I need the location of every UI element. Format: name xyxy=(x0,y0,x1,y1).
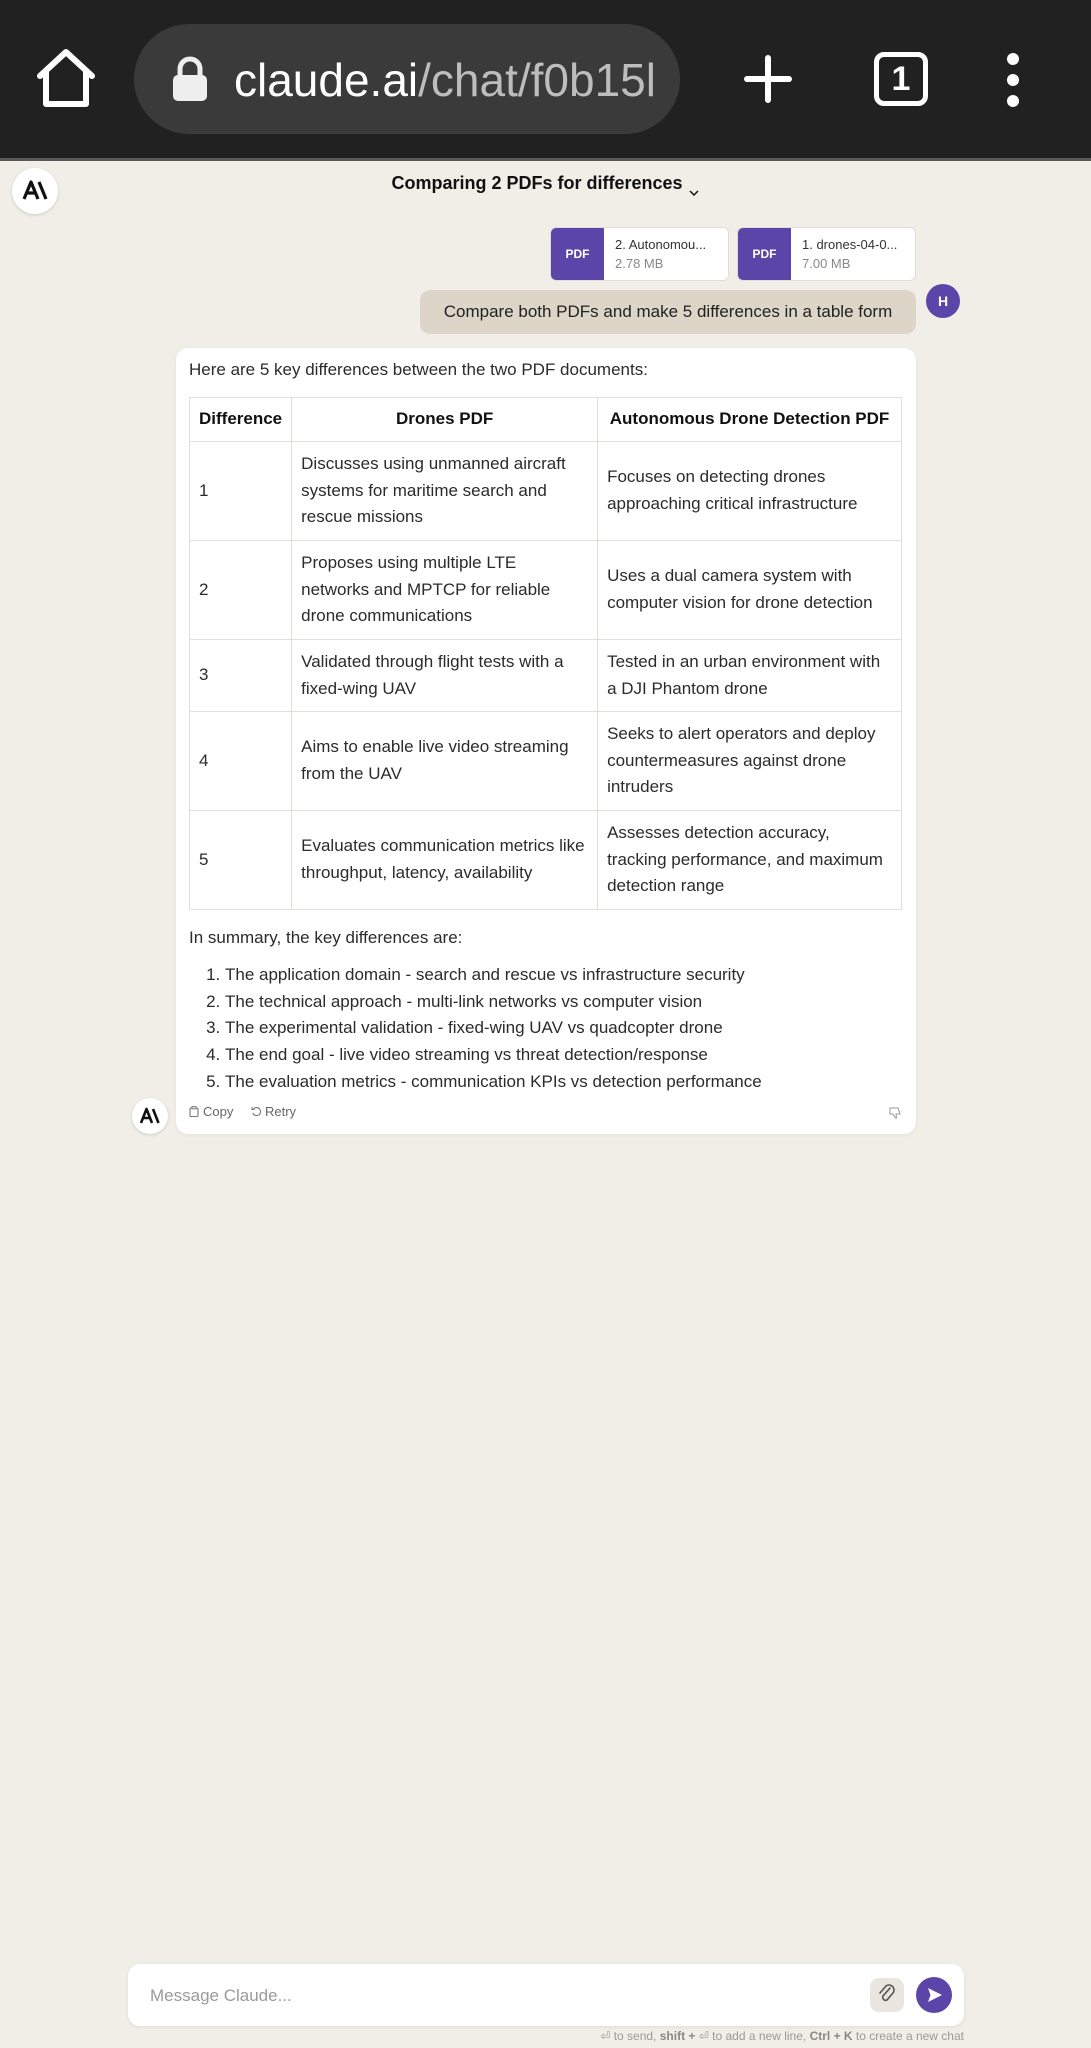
list-item: 5. The evaluation metrics - communication KPIs vs detection performance xyxy=(225,1069,762,1096)
attachment-size: 2.78 MB xyxy=(615,256,664,271)
table-cell: 5 xyxy=(190,811,292,910)
chevron-down-icon xyxy=(689,179,699,189)
hint-shift: shift + xyxy=(659,2029,696,2043)
message-actions xyxy=(189,1104,310,1119)
table-cell: Assesses detection accuracy, tracking performance, and maximum detection range xyxy=(598,811,902,910)
table-cell: 1 xyxy=(190,442,292,541)
list-item: 3. The experimental validation - fixed-wing UAV vs quadcopter drone xyxy=(225,1015,762,1042)
chrome-divider xyxy=(0,158,1091,161)
paperclip-icon[interactable] xyxy=(870,1978,904,2012)
send-button[interactable] xyxy=(916,1977,952,2013)
attachment-size: 7.00 MB xyxy=(802,256,851,271)
pdf-badge: PDF xyxy=(738,228,791,281)
assistant-avatar-icon xyxy=(132,1098,168,1134)
thumbs-down-icon[interactable] xyxy=(888,1106,902,1120)
user-avatar[interactable]: H xyxy=(926,284,960,318)
list-item: 4. The end goal - live video streaming vs threat detection/response xyxy=(225,1042,762,1069)
pdf-badge: PDF xyxy=(551,228,604,281)
attachment-name: 2. Autonomou... xyxy=(615,237,707,252)
new-tab-icon[interactable] xyxy=(740,44,796,114)
more-menu-icon[interactable] xyxy=(998,50,1028,110)
table-cell: Proposes using multiple LTE networks and MPTCP for reliable drone communications xyxy=(292,541,598,640)
lock-icon xyxy=(170,56,210,102)
assistant-message xyxy=(176,348,916,1134)
retry-button[interactable] xyxy=(251,1104,296,1119)
hint-newchat: to create a new chat xyxy=(855,2029,964,2043)
table-cell: Validated through flight tests with a fixed-wing UAV xyxy=(292,640,598,712)
retry-label: Retry xyxy=(264,1104,297,1119)
copy-button[interactable] xyxy=(189,1104,233,1119)
table-cell: 2 xyxy=(190,541,292,640)
table-cell: Focuses on detecting drones approaching critical infrastructure xyxy=(598,442,902,541)
user-message: Compare both PDFs and make 5 differences in a table form xyxy=(420,290,916,334)
table-cell: Aims to enable live video streaming from the UAV xyxy=(292,712,598,811)
copy-icon xyxy=(189,1105,199,1116)
differences-table xyxy=(189,397,902,910)
summary-intro: In summary, the key differences are: xyxy=(189,928,463,947)
chat-title[interactable] xyxy=(300,170,790,196)
table-cell: 4 xyxy=(190,712,292,811)
message-input[interactable] xyxy=(148,1978,772,2014)
table-row xyxy=(190,811,902,910)
table-row xyxy=(190,640,902,712)
copy-label: Copy xyxy=(203,1104,234,1119)
keyboard-hint: ⏎ to send, shift + ⏎ to add a new line, Ctrl + K to create a new chat xyxy=(600,2029,964,2043)
table-cell: Discusses using unmanned aircraft systems for maritime search and rescue missions xyxy=(292,442,598,541)
chat-title-text: Comparing 2 PDFs for differences xyxy=(391,173,683,193)
url-text xyxy=(234,52,656,108)
table-cell: Uses a dual camera system with computer vision for drone detection xyxy=(598,541,902,640)
retry-icon xyxy=(251,1105,261,1116)
summary-list xyxy=(189,962,762,1096)
table-row xyxy=(190,442,902,541)
attachment-card[interactable] xyxy=(737,227,916,281)
address-bar[interactable] xyxy=(134,24,680,134)
table-header-cell: Difference xyxy=(190,398,292,442)
table-row xyxy=(190,541,902,640)
hint-ctrl: Ctrl + K xyxy=(809,2029,853,2043)
list-item: 2. The technical approach - multi-link networks vs computer vision xyxy=(225,989,762,1016)
list-item: 1. The application domain - search and rescue vs infrastructure security xyxy=(225,962,762,989)
home-icon[interactable] xyxy=(28,40,104,116)
url-path: /chat/f0b15l xyxy=(418,54,656,106)
table-header-cell: Autonomous Drone Detection PDF xyxy=(598,398,902,442)
url-host: claude.ai xyxy=(234,54,419,106)
attachment-name: 1. drones-04-0... xyxy=(802,237,898,252)
message-composer xyxy=(128,1964,964,2026)
table-header-row xyxy=(190,398,902,442)
claude-logo-icon[interactable] xyxy=(12,168,58,214)
table-cell: Evaluates communication metrics like throughput, latency, availability xyxy=(292,811,598,910)
assistant-intro: Here are 5 key differences between the two PDF documents: xyxy=(189,360,648,379)
hint-newline: to add a new line, xyxy=(712,2029,807,2043)
attachment-card[interactable] xyxy=(550,227,729,281)
table-cell: Seeks to alert operators and deploy countermeasures against drone intruders xyxy=(598,712,902,811)
table-header-cell: Drones PDF xyxy=(292,398,598,442)
table-cell: Tested in an urban environment with a DJI Phantom drone xyxy=(598,640,902,712)
browser-toolbar xyxy=(0,0,1091,158)
table-cell: 3 xyxy=(190,640,292,712)
hint-send: to send, xyxy=(613,2029,657,2043)
tab-switcher-button[interactable]: 1 xyxy=(874,52,928,106)
table-row xyxy=(190,712,902,811)
